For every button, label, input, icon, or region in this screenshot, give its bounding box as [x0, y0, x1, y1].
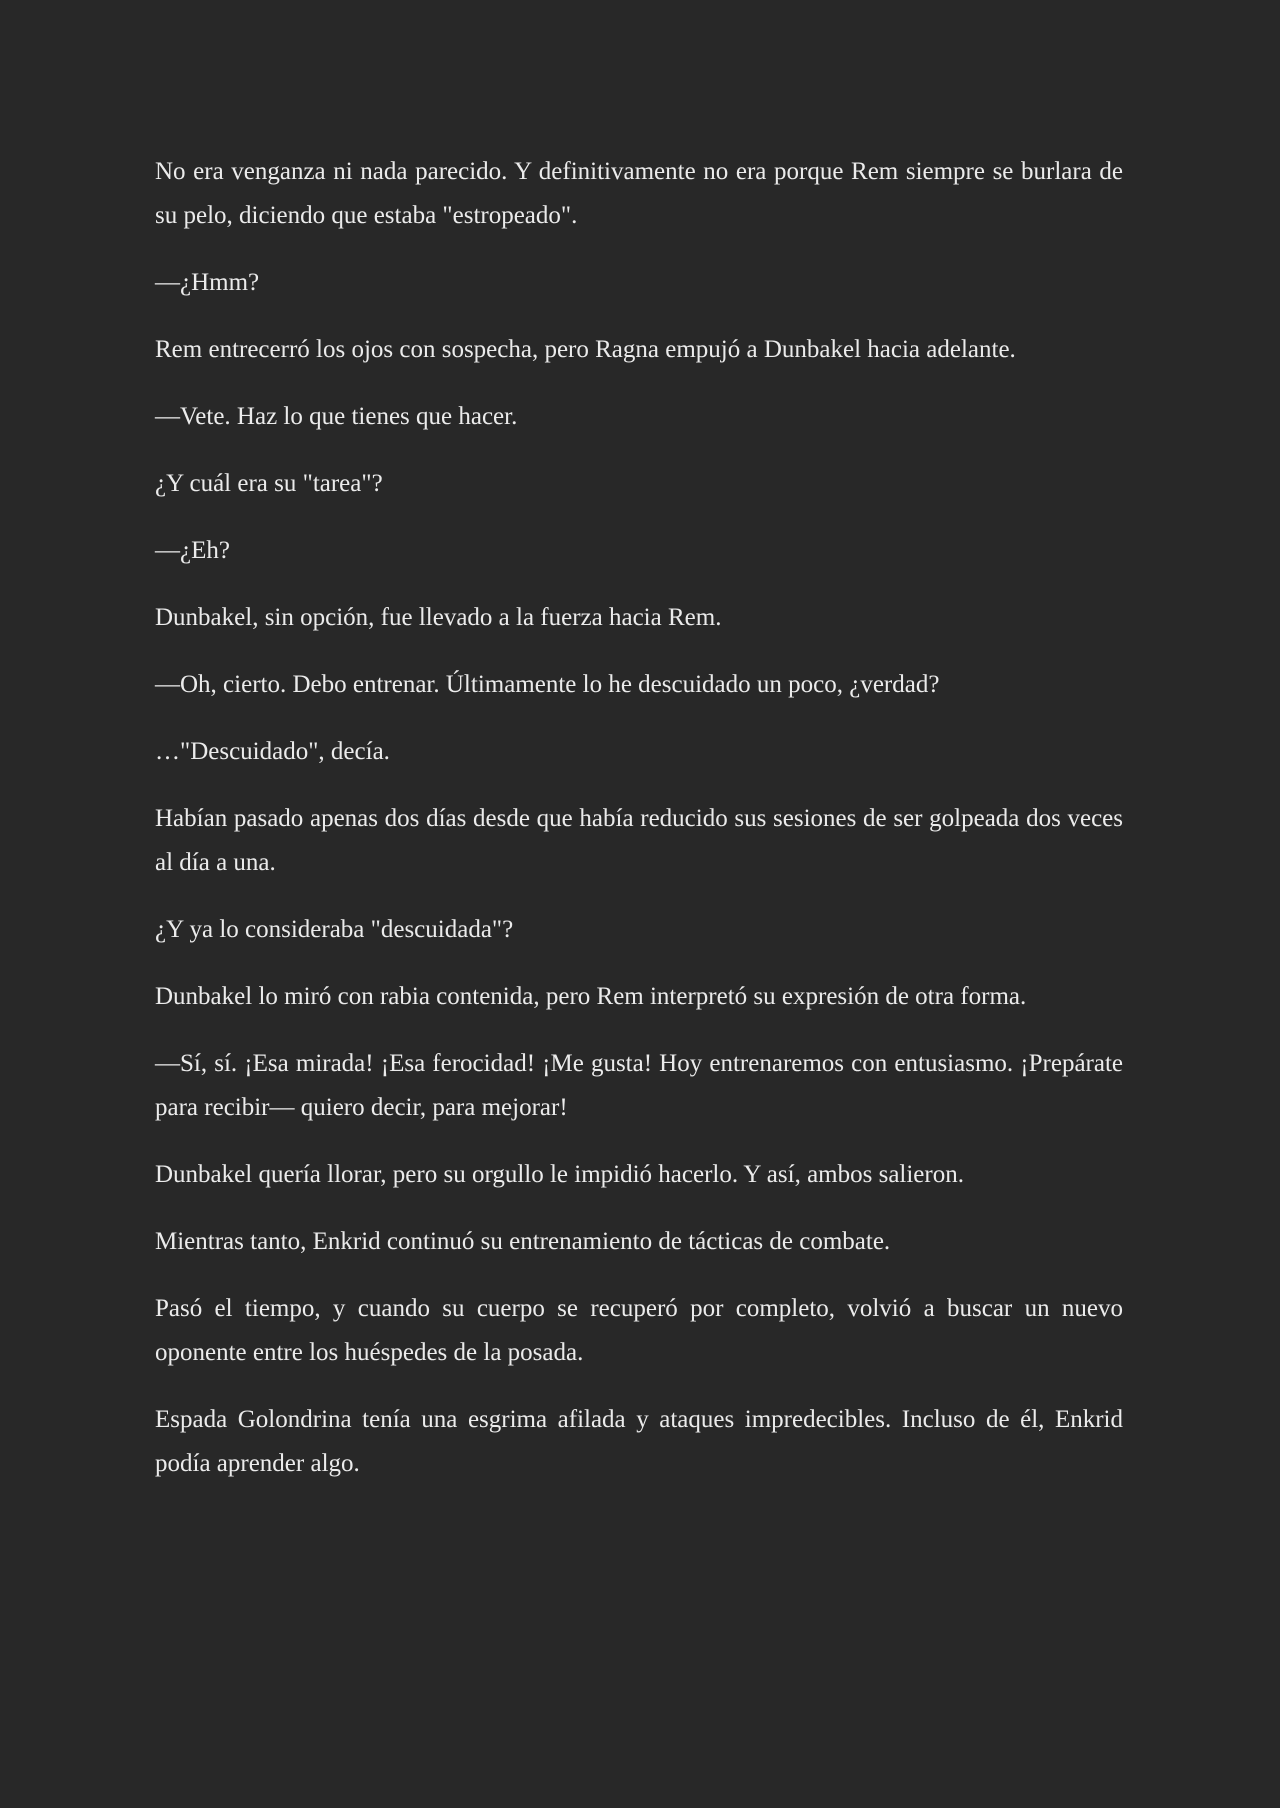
reading-page	[155, 150, 1123, 1509]
paragraph-16: Pasó el tiempo, y cuando su cuerpo se recuperó por completo, volvió a buscar un nuevo oponente entre los huéspedes de la posada.	[155, 1295, 1123, 1366]
paragraph-6: —¿Eh?	[155, 537, 230, 564]
paragraph-5: ¿Y cuál era su "tarea"?	[155, 470, 383, 497]
paragraph-10: Habían pasado apenas dos días desde que había reducido sus sesiones de ser golpeada dos veces al día a una.	[155, 805, 1123, 876]
paragraph-9: …"Descuidado", decía.	[155, 738, 390, 765]
paragraph-11: ¿Y ya lo consideraba "descuidada"?	[155, 916, 514, 943]
paragraph-4: —Vete. Haz lo que tienes que hacer.	[155, 403, 518, 430]
paragraph-12: Dunbakel lo miró con rabia contenida, pero Rem interpretó su expresión de otra forma.	[155, 983, 1027, 1010]
paragraph-8: —Oh, cierto. Debo entrenar. Últimamente lo he descuidado un poco, ¿verdad?	[155, 671, 940, 698]
paragraph-1: No era venganza ni nada parecido. Y definitivamente no era porque Rem siempre se burlara de su pelo, diciendo que estaba "estropeado".	[155, 158, 1123, 229]
paragraph-14: Dunbakel quería llorar, pero su orgullo le impidió hacerlo. Y así, ambos salieron.	[155, 1161, 964, 1188]
paragraph-17: Espada Golondrina tenía una esgrima afilada y ataques impredecibles. Incluso de él, Enkrid podía aprender algo.	[155, 1406, 1123, 1477]
paragraph-2: —¿Hmm?	[155, 269, 260, 296]
paragraph-13: —Sí, sí. ¡Esa mirada! ¡Esa ferocidad! ¡Me gusta! Hoy entrenaremos con entusiasmo. ¡Prepárate para recibir— quiero decir, para mejorar!	[155, 1050, 1123, 1121]
paragraph-7: Dunbakel, sin opción, fue llevado a la fuerza hacia Rem.	[155, 604, 722, 631]
paragraph-15: Mientras tanto, Enkrid continuó su entrenamiento de tácticas de combate.	[155, 1228, 891, 1255]
paragraph-3: Rem entrecerró los ojos con sospecha, pero Ragna empujó a Dunbakel hacia adelante.	[155, 336, 1016, 363]
